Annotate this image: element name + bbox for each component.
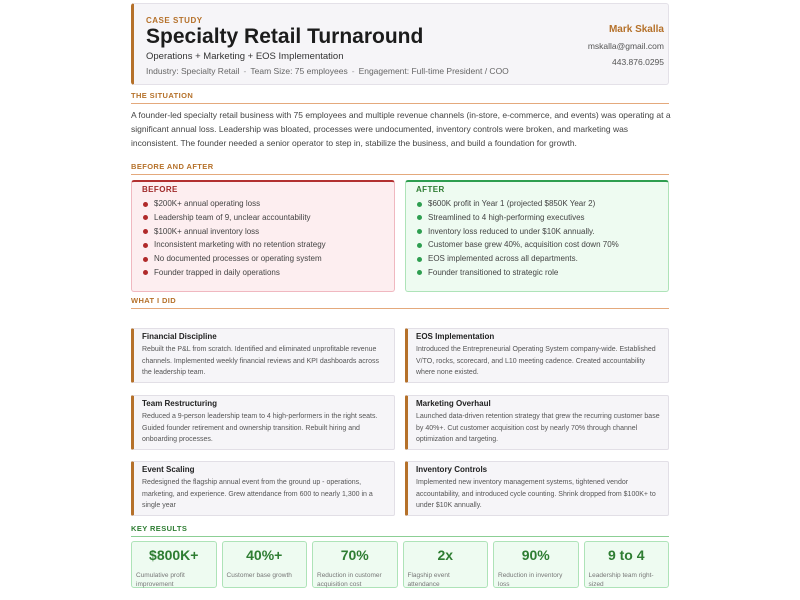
contact-block — [588, 24, 664, 67]
card-title: Marketing Overhaul — [416, 399, 491, 408]
after-item — [416, 225, 658, 239]
case-study-header — [131, 3, 669, 85]
card-title: EOS Implementation — [416, 332, 495, 341]
before-item-text: Founder trapped in daily operations — [154, 267, 280, 277]
before-item — [142, 238, 384, 252]
after-item-text: Customer base grew 40%, acquisition cost down 70% — [428, 240, 619, 250]
result-tile — [584, 541, 670, 588]
card-body: Implemented new inventory management systems, tightened vendor accountability, and introduced cycle counting. Shrink dropped from $100K+ to under $10K annually. — [416, 479, 656, 509]
meta-team-size: Team Size: 75 employees — [250, 66, 348, 76]
bullet-dot — [143, 215, 148, 220]
what-i-did-heading: WHAT I DID — [131, 296, 669, 309]
result-tile — [493, 541, 579, 588]
page-title: Specialty Retail Turnaround — [146, 25, 424, 48]
before-item — [142, 225, 384, 239]
bullet-dot — [143, 257, 148, 262]
card-body: Rebuilt the P&L from scratch. Identified and eliminated unprofitable revenue channels. Implemented weekly financial reviews and KPI dashboards across the leadership team. — [142, 346, 379, 376]
result-tile — [403, 541, 489, 588]
result-label: Customer base growth — [226, 572, 292, 579]
result-label: Leadership team right-sized — [588, 572, 654, 588]
result-label: Reduction in inventory loss — [498, 572, 563, 588]
after-item-text: EOS implemented across all departments. — [428, 254, 578, 264]
bullet-dot — [417, 229, 422, 234]
key-results-row — [131, 541, 669, 588]
after-item-text: Inventory loss reduced to under $10K annually. — [428, 226, 595, 236]
result-label: Cumulative profit improvement — [136, 572, 185, 588]
after-box — [405, 180, 669, 292]
result-value: 70% — [340, 547, 369, 563]
after-item — [416, 211, 658, 225]
meta-industry: Industry: Specialty Retail — [146, 66, 240, 76]
before-item — [142, 266, 384, 280]
action-card-financial — [131, 328, 395, 383]
card-body: Redesigned the flagship annual event from the ground up - operations, marketing, and experience. Grew attendance from 600 to nearly 1,300 in a single year — [142, 479, 373, 509]
before-item-text: $200K+ annual operating loss — [154, 199, 261, 208]
after-title: AFTER — [416, 185, 445, 194]
before-after-heading: BEFORE AND AFTER — [131, 162, 669, 175]
before-item — [142, 211, 384, 225]
after-item — [416, 197, 658, 211]
before-item-text: No documented processes or operating system — [154, 254, 322, 264]
action-card-team — [131, 395, 395, 450]
bullet-dot — [143, 270, 148, 275]
meta-separator: - — [243, 66, 247, 76]
key-results-heading: KEY RESULTS — [131, 524, 669, 537]
contact-name: Mark Skalla — [608, 24, 664, 35]
bullet-dot — [417, 270, 422, 275]
action-card-events — [131, 461, 395, 516]
before-list — [142, 197, 384, 280]
bullet-dot — [143, 202, 148, 207]
after-item — [416, 238, 658, 252]
engagement-meta — [146, 66, 509, 76]
before-item-text: $100K+ annual inventory loss — [154, 226, 260, 236]
meta-separator: - — [351, 66, 355, 76]
bullet-dot — [417, 215, 422, 220]
after-item-text: Founder transitioned to strategic role — [428, 267, 559, 277]
card-title: Team Restructuring — [142, 399, 217, 408]
bullet-dot — [417, 202, 422, 207]
action-card-inventory — [405, 461, 669, 516]
card-body: Introduced the Entrepreneurial Operating System company-wide. Established V/TO, rocks, scorecard, and L10 meeting cadence. Created accountability where none existed. — [416, 346, 656, 376]
result-value: 9 to 4 — [607, 547, 645, 563]
before-title: BEFORE — [142, 185, 178, 194]
card-title: Inventory Controls — [416, 465, 488, 474]
result-tile — [312, 541, 398, 588]
result-label: Flagship event attendance — [407, 572, 450, 588]
result-value: 90% — [521, 547, 550, 563]
result-label: Reduction in customer acquisition cost — [317, 572, 382, 588]
before-item-text: Inconsistent marketing with no retention strategy — [154, 240, 326, 250]
action-card-eos — [405, 328, 669, 383]
after-item — [416, 266, 658, 280]
situation-heading: THE SITUATION — [131, 91, 669, 104]
after-item-text: Streamlined to 4 high-performing executives — [428, 212, 585, 222]
situation-text: A founder-led specialty retail business with 75 employees and multiple revenue channels (in-store, e-commerce, and events) was operating at a significant annual loss. Leadership was bloated, processes were undocumented, inventory controls were broken, and marketing was inconsistent. The founder needed a senior operator to step in, stabilize the business, and build a foundation for growth. — [131, 110, 671, 148]
card-body: Reduced a 9-person leadership team to 4 high-performers in the right seats. Guided founder retirement and ownership transition. Rebuilt hiring and onboarding processes. — [142, 413, 378, 443]
before-item-text: Leadership team of 9, unclear accountability — [154, 212, 311, 222]
case-study-eyebrow: CASE STUDY — [146, 16, 203, 25]
bullet-dot — [417, 257, 422, 262]
result-value: 40%+ — [246, 547, 283, 563]
bullet-dot — [143, 243, 148, 248]
after-list — [416, 197, 658, 280]
result-tile — [222, 541, 308, 588]
after-item — [416, 252, 658, 266]
bullet-dot — [417, 243, 422, 248]
card-title: Financial Discipline — [142, 332, 217, 341]
card-title: Event Scaling — [142, 465, 195, 474]
card-body: Launched data-driven retention strategy that grew the recurring customer base by 40%+. Cut customer acquisition cost by nearly 70% through channel optimization and targeting. — [416, 413, 660, 443]
result-tile — [131, 541, 217, 588]
page-subtitle: Operations + Marketing + EOS Implementation — [146, 51, 344, 62]
before-item — [142, 197, 384, 211]
meta-engagement: Engagement: Full-time President / COO — [358, 66, 509, 76]
before-box — [131, 180, 395, 292]
bullet-dot — [143, 229, 148, 234]
contact-phone[interactable]: 443.876.0295 — [612, 57, 664, 67]
contact-email[interactable]: mskalla@gmail.com — [587, 41, 664, 51]
before-item — [142, 252, 384, 266]
after-item-text: $600K profit in Year 1 (projected $850K Year 2) — [428, 199, 596, 208]
action-card-marketing — [405, 395, 669, 450]
result-value: $800K+ — [149, 547, 199, 563]
result-value: 2x — [437, 547, 454, 563]
